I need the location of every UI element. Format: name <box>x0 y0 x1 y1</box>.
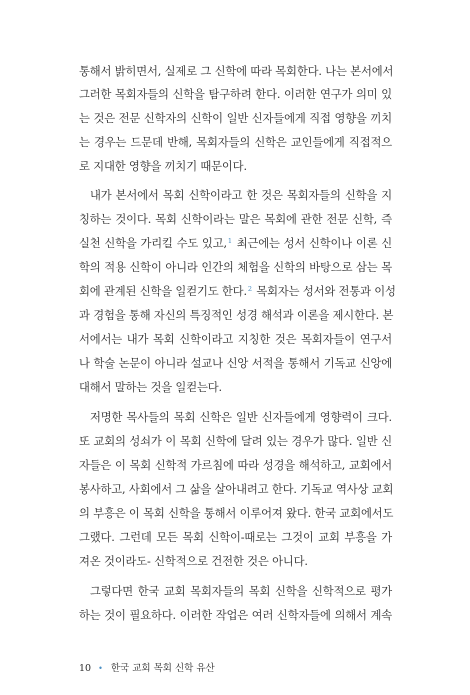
body-line: 져온 것이라도- 신학적으로 건전한 것은 아니다. <box>79 555 308 568</box>
body-line: 그랬다. 그런데 모든 목회 신학이-때로는 그것이 교회 부흥을 가 <box>79 531 392 544</box>
body-line: 그렇다면 한국 교회 목회자들의 목회 신학을 신학적으로 평가 <box>90 585 392 598</box>
body-line: 칭하는 것이다. 목회 신학이라는 말은 목회에 관한 전문 신학, 즉 <box>79 213 392 226</box>
body-line: 내가 본서에서 목회 신학이라고 한 것은 목회자들의 신학을 지 <box>90 189 392 202</box>
body-line: 는 것은 전문 신학자의 신학이 일반 신자들에게 직접 영향을 끼치 <box>79 112 392 125</box>
page-number: 10 <box>79 663 92 674</box>
body-line: 서에서는 내가 목회 신학이라고 지칭한 것은 목회자들이 연구서 <box>79 333 392 346</box>
body-line: 통해서 밝히면서, 실제로 그 신학에 따라 목회한다. 나는 본서에서 <box>79 65 394 78</box>
body-line: 하는 것이 필요하다. 이러한 작업은 여러 신학자들에 의해서 계속 <box>79 609 392 622</box>
body-line-segment: 회에 관계된 신학을 일컫기도 한다. <box>79 285 247 298</box>
body-line-segment: 실천 신학을 가리킬 수도 있고, <box>79 237 227 250</box>
footnote-marker[interactable]: 2 <box>247 285 252 293</box>
page-footer <box>79 660 215 674</box>
body-line: 봉사하고, 사회에서 그 삶을 살아내려고 한다. 기독교 역사상 교회 <box>79 483 394 496</box>
body-line <box>79 281 396 303</box>
body-line: 의 부흥은 이 목회 신학을 통해서 이루어져 왔다. 한국 교회에서도 <box>79 507 394 520</box>
body-line: 자들은 이 목회 신학적 가르침에 따라 성경을 해석하고, 교회에서 <box>79 459 392 472</box>
body-line: 나 학술 논문이 아니라 설교나 신앙 서적을 통해서 기독교 신앙에 <box>79 357 392 370</box>
body-line: 그러한 목회자들의 신학을 탐구하려 한다. 이러한 연구가 의미 있 <box>79 88 392 101</box>
running-title: 한국 교회 목회 신학 유산 <box>110 663 215 674</box>
body-line-segment: 목회자는 성서와 전통과 이성 <box>252 285 396 298</box>
body-line: 대해서 말하는 것을 일컫는다. <box>79 381 222 394</box>
body-line: 저명한 목사들의 목회 신학은 일반 신자들에게 영향력이 크다. <box>90 411 392 424</box>
body-line: 로 지대한 영향을 끼치기 때문이다. <box>79 160 247 173</box>
body-line: 학의 적용 신학이 아니라 인간의 체험을 신학의 바탕으로 삼는 목 <box>79 261 392 274</box>
body-line: 또 교회의 성쇠가 이 목회 신학에 달려 있는 경우가 많다. 일반 신 <box>79 435 392 448</box>
footnote-marker[interactable]: 1 <box>227 237 232 245</box>
bullet-icon: • <box>98 664 103 673</box>
body-line-segment: 최근에는 성서 신학이나 이론 신 <box>232 237 392 250</box>
body-line: 는 경우는 드문데 반해, 목회자들의 신학은 교인들에게 직접적으 <box>79 136 392 149</box>
body-line: 과 경험을 통해 자신의 특징적인 성경 해석과 이론을 제시한다. 본 <box>79 309 394 322</box>
body-line <box>79 233 392 255</box>
